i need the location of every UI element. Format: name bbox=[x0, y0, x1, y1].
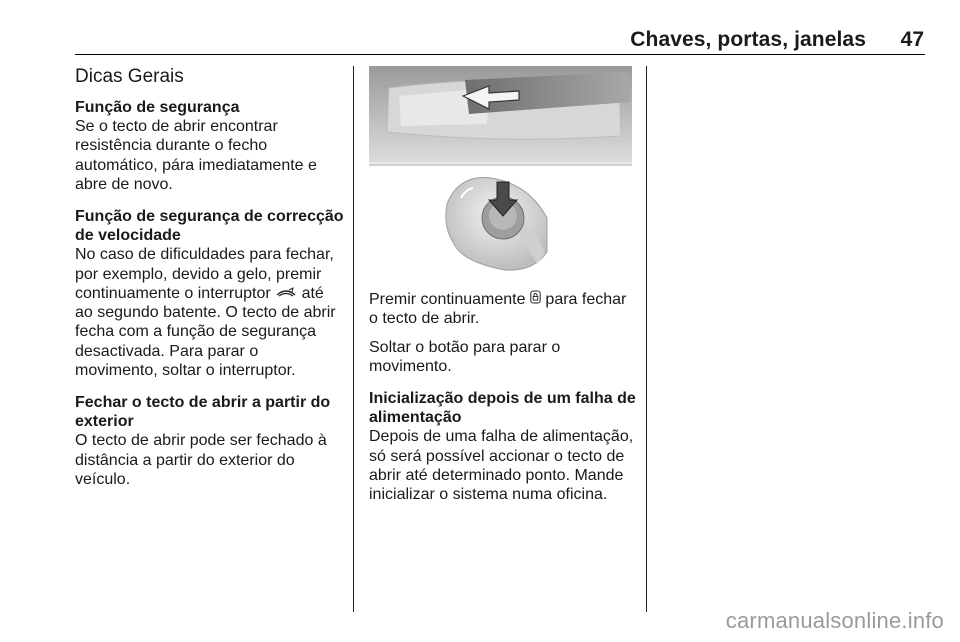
key-fob-press-illustration bbox=[369, 166, 632, 276]
column-divider-left bbox=[353, 66, 354, 612]
sunroof-closing-illustration bbox=[369, 66, 632, 166]
header-title: Chaves, portas, janelas bbox=[630, 28, 866, 51]
block-text: Se o tecto de abrir encontrar resistência durante o fecho automático, pára imediatamente e abre de novo. bbox=[75, 118, 317, 193]
text-after-icon: para fechar o tecto de abrir. bbox=[369, 291, 627, 328]
sunroof-keyfob-figure bbox=[369, 66, 632, 276]
block-heading: Fechar o tecto de abrir a partir do exterior bbox=[75, 394, 331, 431]
page-number: 47 bbox=[900, 28, 924, 51]
block-safety-function bbox=[75, 98, 345, 194]
block-text bbox=[75, 245, 345, 380]
block-heading: Inicialização depois de um falha de alimentação bbox=[369, 389, 636, 427]
block-text: Depois de uma falha de alimentação, só será possível accionar o tecto de abrir até determinado ponto. Mande inicializar o sistema numa oficina. bbox=[369, 428, 634, 503]
instruction-stop: Soltar o botão para parar o movimento. bbox=[369, 338, 561, 375]
middle-column bbox=[369, 290, 637, 517]
watermark: carmanualsonline.info bbox=[725, 608, 944, 633]
text-before-icon: Premir continuamente bbox=[369, 291, 526, 308]
section-heading: Dicas Gerais bbox=[75, 66, 184, 87]
lock-button-icon bbox=[530, 290, 541, 309]
block-heading: Função de segurança de correcção de velocidade bbox=[75, 208, 344, 245]
instruction-close bbox=[369, 290, 637, 329]
block-text: O tecto de abrir pode ser fechado à distância a partir do exterior do veículo. bbox=[75, 432, 327, 488]
block-close-from-exterior bbox=[75, 393, 345, 489]
block-initialization bbox=[369, 389, 637, 504]
block-heading: Função de segurança bbox=[75, 99, 240, 116]
text-before-icon: No caso de dificuldades para fechar, por exemplo, devido a gelo, premir continuamente o interruptor bbox=[75, 246, 334, 302]
sunroof-close-switch-icon bbox=[275, 284, 297, 303]
column-divider-right bbox=[646, 66, 647, 612]
header-divider bbox=[75, 54, 925, 55]
left-column bbox=[75, 66, 345, 502]
text-after-icon: até ao segundo batente. O tecto de abrir fecha com a função de segurança desactivada. Para parar o movimento, soltar o interruptor. bbox=[75, 284, 336, 379]
block-speed-safety-function bbox=[75, 207, 345, 380]
